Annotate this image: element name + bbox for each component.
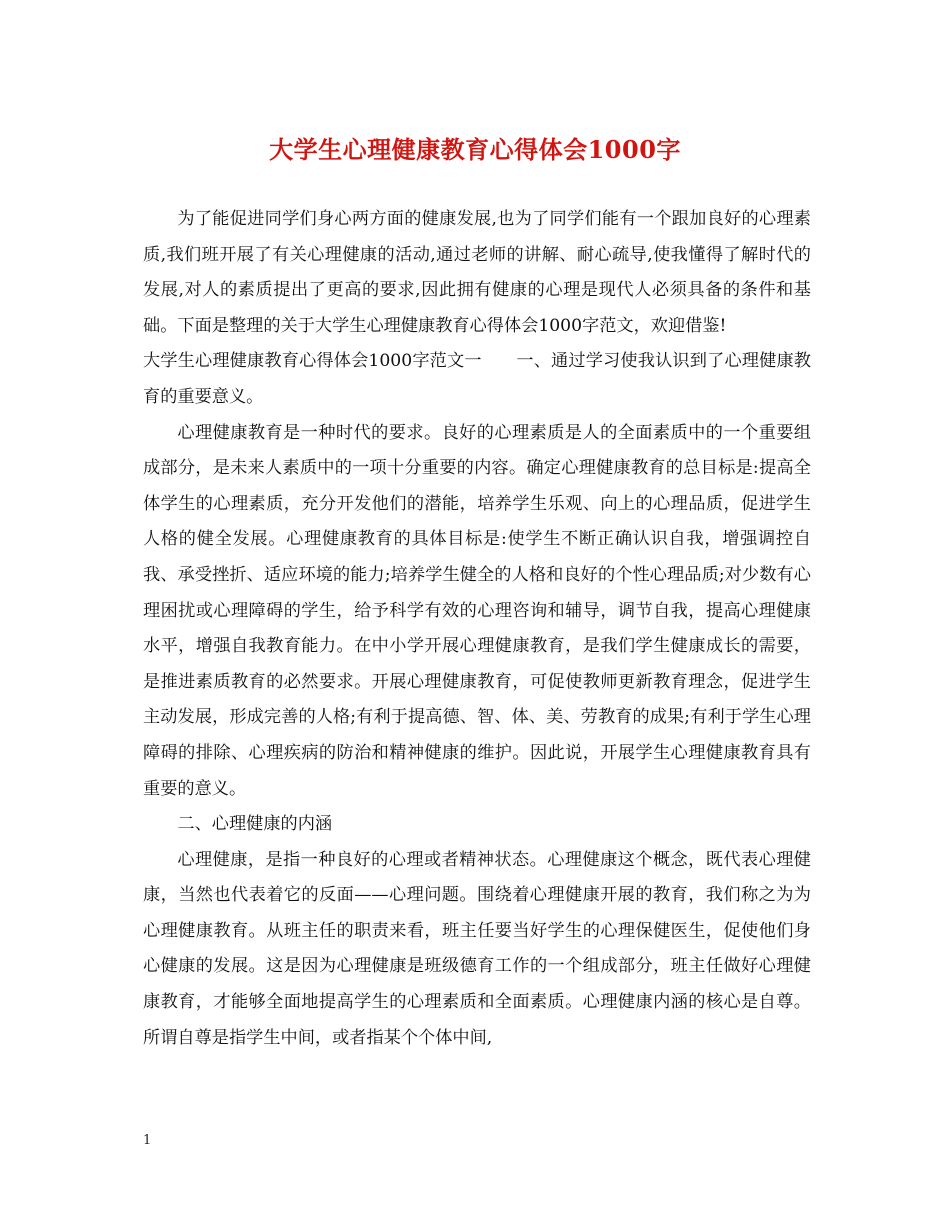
paragraph-intro: 为了能促进同学们身心两方面的健康发展,也为了同学们能有一个跟加良好的心理素质,我们班开展了有关心理健康的活动,通过老师的讲解、耐心疏导,使我懂得了解时代的发展,对人的素质提出了更高的要求,因此拥有健康的心理是现代人必须具备的条件和基础。下面是整理的关于大学生心理健康教育心得体会1000字范文，欢迎借鉴!: [143, 209, 811, 336]
page-number: 1: [143, 1133, 152, 1148]
paragraph-connotation: 心理健康，是指一种良好的心理或者精神状态。心理健康这个概念，既代表心理健康，当然也代表着它的反面——心理问题。围绕着心理健康开展的教育，我们称之为为心理健康教育。从班主任的职责来看，班主任要当好学生的心理保健医生，促使他们身心健康的发展。这是因为心理健康是班级德育工作的一个组成部分，班主任做好心理健康教育，才能够全面地提高学生的心理素质和全面素质。心理健康内涵的核心是自尊。所谓自尊是指学生中间，或者指某个个体中间,: [143, 849, 811, 1048]
paragraph-importance: 心理健康教育是一种时代的要求。良好的心理素质是人的全面素质中的一个重要组成部分，是未来人素质中的一项十分重要的内容。确定心理健康教育的总目标是:提高全体学生的心理素质，充分开发他们的潜能，培养学生乐观、向上的心理品质，促进学生人格的健全发展。心理健康教育的具体目标是:使学生不断正确认识自我，增强调控自我、承受挫折、适应环境的能力;培养学生健全的人格和良好的个性心理品质;对少数有心理困扰或心理障碍的学生，给予科学有效的心理咨询和辅导，调节自我，提高心理健康水平，增强自我教育能力。在中小学开展心理健康教育，是我们学生健康成长的需要，是推进素质教育的必然要求。开展心理健康教育，可促使教师更新教育理念，促进学生主动发展，形成完善的人格;有利于提高德、智、体、美、劳教育的成果;有利于学生心理障碍的排除、心理疾病的防治和精神健康的维护。因此说，开展学生心理健康教育具有重要的意义。: [143, 422, 811, 799]
document-body: [143, 202, 811, 1056]
section-heading-connotation: 二、心理健康的内涵: [177, 814, 333, 835]
paragraph-section-one-heading: 大学生心理健康教育心得体会1000字范文一 一、通过学习使我认识到了心理健康教育的重要意义。: [143, 351, 811, 407]
document-title: 大学生心理健康教育心得体会1000字: [269, 135, 681, 164]
